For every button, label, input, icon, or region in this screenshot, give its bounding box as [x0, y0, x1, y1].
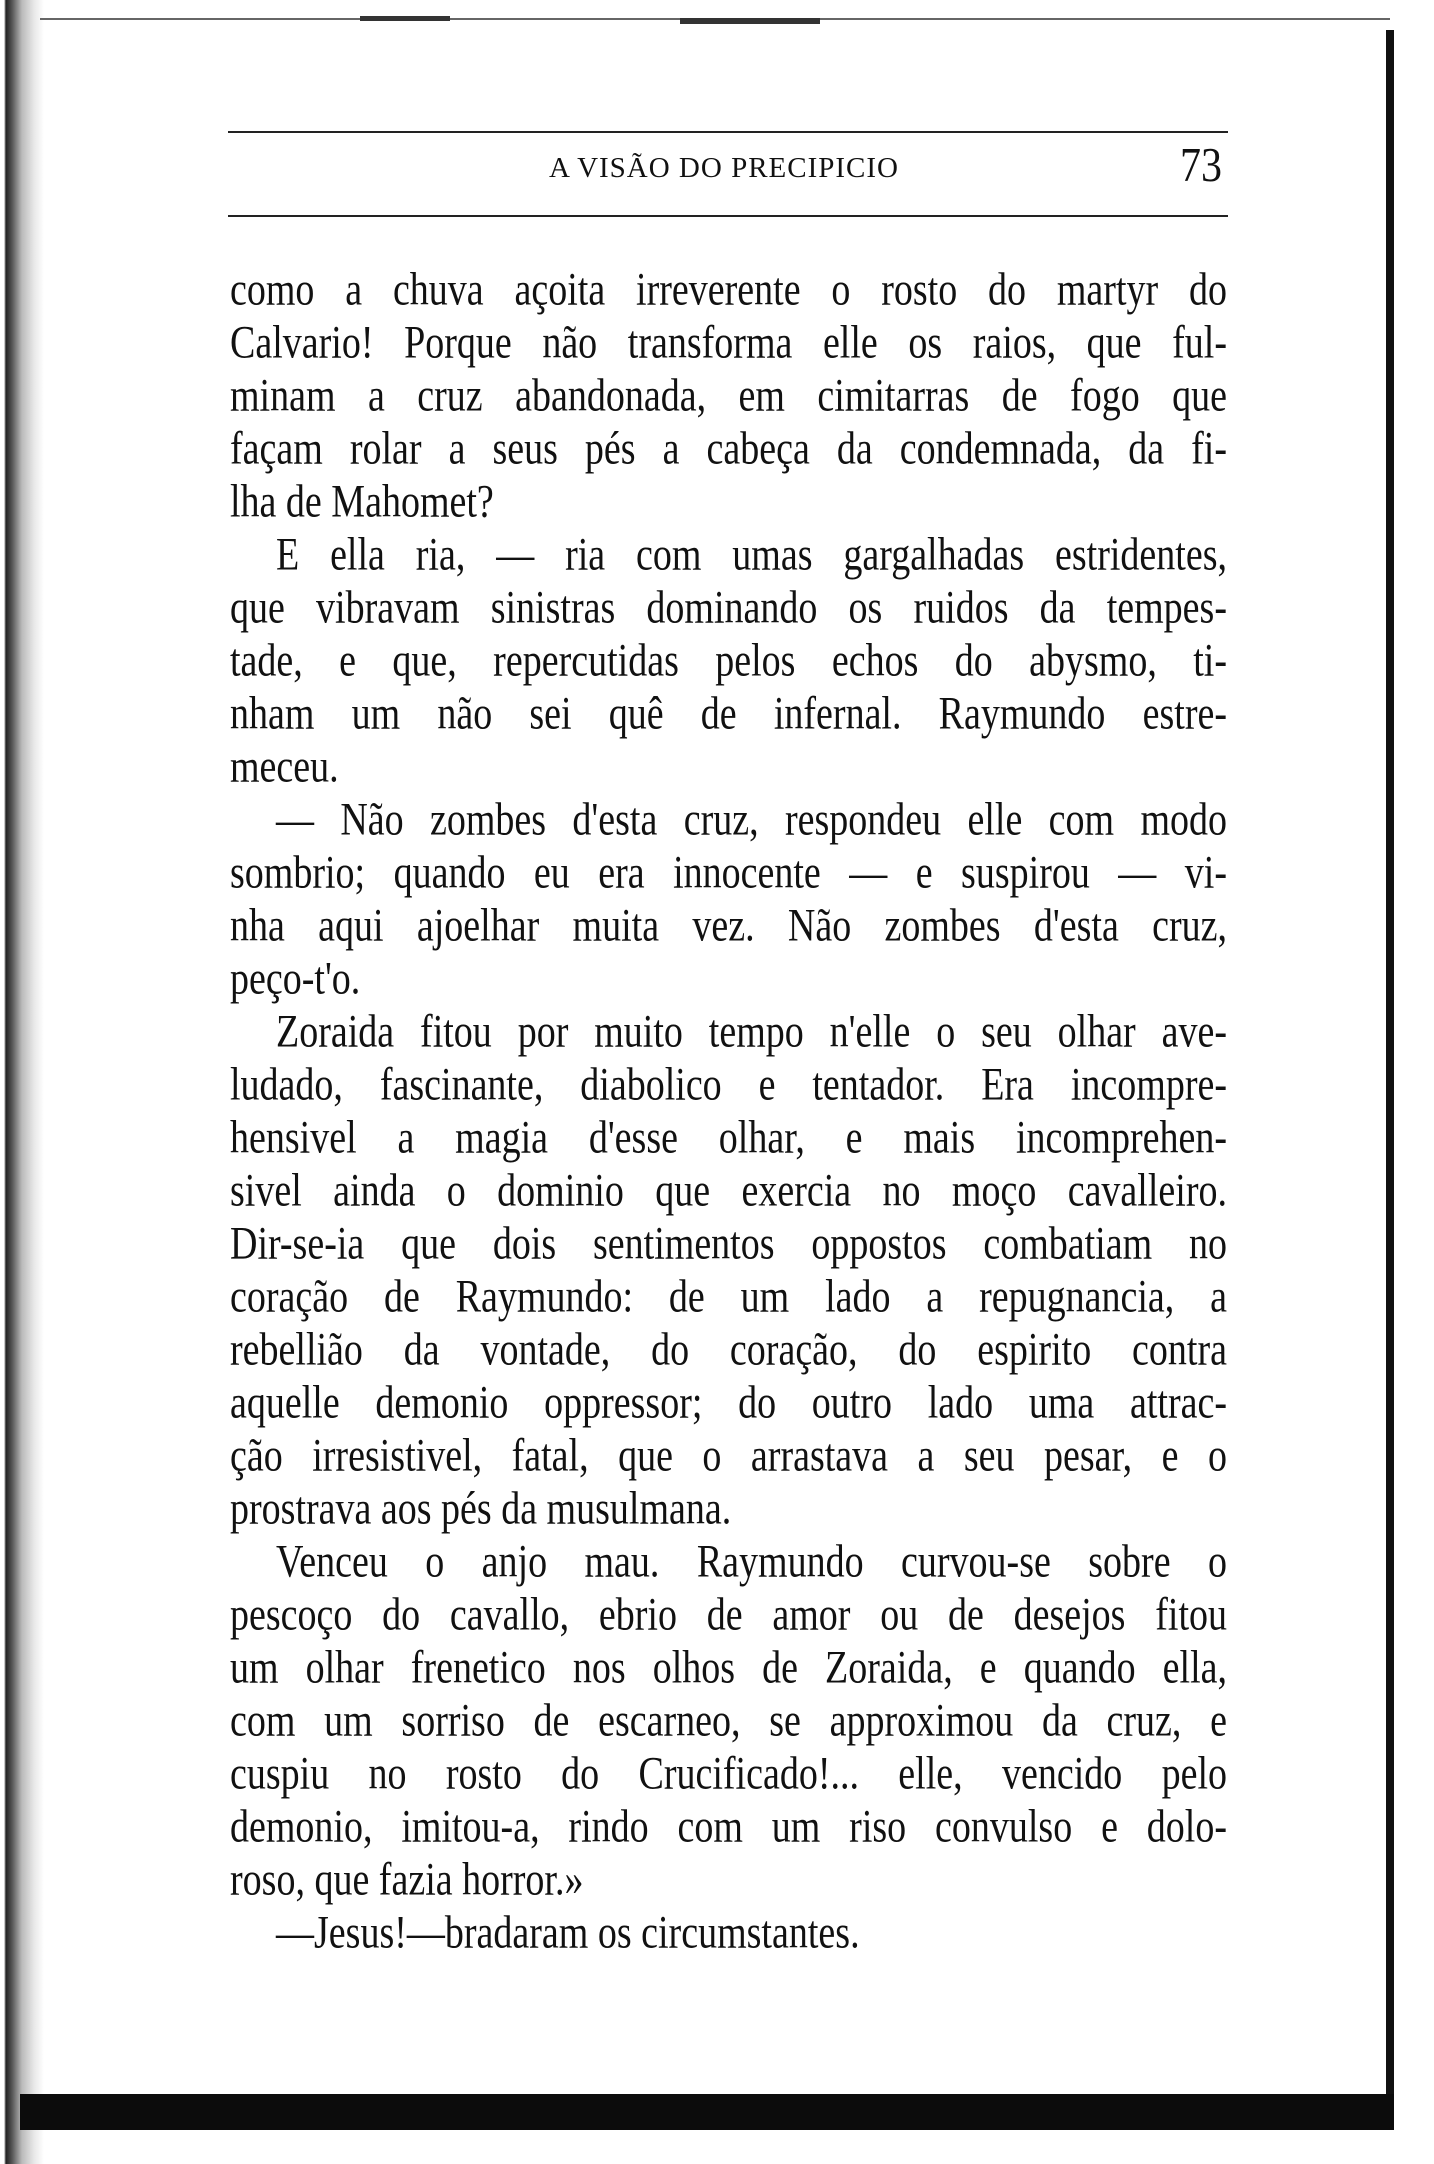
text-line: coração de Raymundo: de um lado a repugnancia, a	[230, 1271, 1227, 1323]
scan-edge-bottom	[20, 2094, 1394, 2130]
text-line: roso, que fazia horror.»	[230, 1854, 584, 1906]
text-line: Venceu o anjo mau. Raymundo curvou-se sobre o	[276, 1536, 1227, 1588]
text-line: como a chuva açoita irreverente o rosto do martyr do	[230, 264, 1227, 316]
text-line: sombrio; quando eu era innocente — e suspirou — vi-	[230, 847, 1227, 899]
text-line: ção irresistivel, fatal, que o arrastava a seu pesar, e o	[230, 1430, 1227, 1482]
text-line: lha de Mahomet?	[230, 476, 494, 528]
paragraph	[230, 1006, 1227, 1536]
text-line: com um sorriso de escarneo, se approximou da cruz, e	[230, 1695, 1227, 1747]
text-line: ludado, fascinante, diabolico e tentador. Era incompre-	[230, 1059, 1227, 1111]
paragraph	[230, 1536, 1227, 1907]
text-line: pescoço do cavallo, ebrio de amor ou de desejos fitou	[230, 1589, 1227, 1641]
text-line: façam rolar a seus pés a cabeça da condemnada, da fi-	[230, 423, 1227, 475]
text-line: demonio, imitou-a, rindo com um riso convulso e dolo-	[230, 1801, 1227, 1853]
paragraph	[230, 529, 1227, 794]
text-line: tade, e que, repercutidas pelos echos do abysmo, ti-	[230, 635, 1227, 687]
text-line: cuspiu no rosto do Crucificado!... elle, vencido pelo	[230, 1748, 1227, 1800]
text-line: Dir-se-ia que dois sentimentos oppostos combatiam no	[230, 1218, 1227, 1270]
text-line: minam a cruz abandonada, em cimitarras de fogo que	[230, 370, 1227, 422]
header-top-rule	[228, 131, 1228, 133]
text-line: Calvario! Porque não transforma elle os raios, que ful-	[230, 317, 1227, 369]
text-line: nha aqui ajoelhar muita vez. Não zombes d'esta cruz,	[230, 900, 1227, 952]
text-line: nham um não sei quê de infernal. Raymundo estre-	[230, 688, 1227, 740]
text-line: rebellião da vontade, do coração, do espirito contra	[230, 1324, 1227, 1376]
text-line: aquelle demonio oppressor; do outro lado uma attrac-	[230, 1377, 1227, 1429]
running-title-text: A VISÃO DO PRECIPICIO	[549, 152, 899, 184]
text-line: peço-t'o.	[230, 953, 361, 1005]
page-number: 73	[1180, 139, 1222, 193]
text-line: —Jesus!—bradaram os circumstantes.	[276, 1907, 860, 1959]
text-line: meceu.	[230, 741, 339, 793]
scan-mark	[680, 18, 820, 24]
text-line: sivel ainda o dominio que exercia no moço cavalleiro.	[230, 1165, 1227, 1217]
text-line: — Não zombes d'esta cruz, respondeu elle com modo	[276, 794, 1227, 846]
scan-edge-right	[1386, 30, 1394, 2130]
text-line: que vibravam sinistras dominando os ruidos da tempes-	[230, 582, 1227, 634]
paragraph	[230, 1907, 1227, 1960]
text-line: Zoraida fitou por muito tempo n'elle o seu olhar ave-	[276, 1006, 1227, 1058]
text-line: prostrava aos pés da musulmana.	[230, 1483, 732, 1535]
text-line: hensivel a magia d'esse olhar, e mais incomprehen-	[230, 1112, 1227, 1164]
text-line: um olhar frenetico nos olhos de Zoraida, e quando ella,	[230, 1642, 1227, 1694]
scan-mark	[360, 16, 450, 21]
body-text	[230, 264, 1227, 1960]
header-bottom-rule	[228, 215, 1228, 217]
scan-edge-left	[0, 0, 44, 2164]
paragraph	[230, 794, 1227, 1006]
paragraph	[230, 264, 1227, 529]
text-line: E ella ria, — ria com umas gargalhadas estridentes,	[276, 529, 1227, 581]
